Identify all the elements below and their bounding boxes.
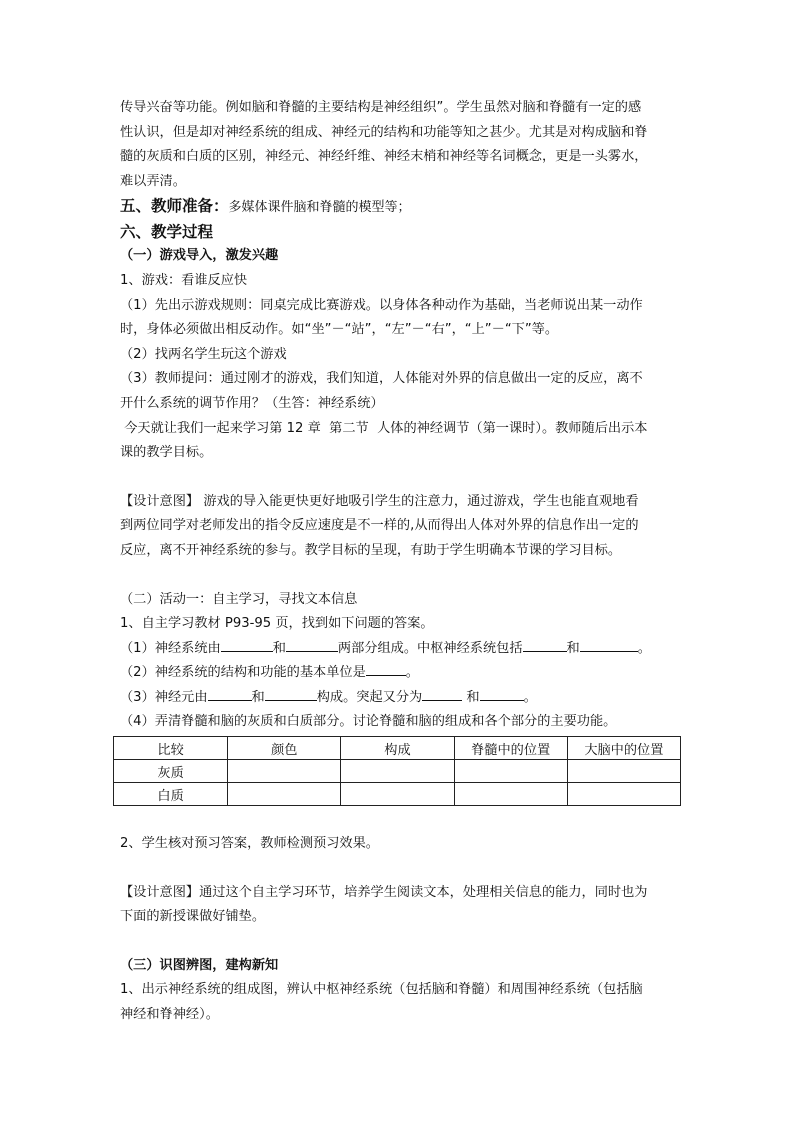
- spacer: [120, 930, 684, 954]
- answer-blank[interactable]: [208, 686, 252, 701]
- question-3-text: 构成。突起又分为: [316, 689, 423, 705]
- table-header-cell: 比较: [114, 737, 228, 760]
- spacer: [120, 806, 684, 832]
- answer-blank[interactable]: [422, 686, 462, 701]
- part-3-line: 神经和脊神经）。: [120, 1007, 219, 1023]
- spacer: [120, 466, 684, 490]
- section-5-heading: [120, 194, 684, 220]
- part-1-line: （3）教师提问：通过刚才的游戏，我们知道，人体能对外界的信息做出一定的反应，离不: [120, 371, 643, 387]
- table-cell[interactable]: [341, 760, 454, 783]
- part-3-title: （三）识图辨图，建构新知: [120, 957, 279, 973]
- section-5-title: 五、教师准备：: [120, 197, 229, 216]
- table-header-row: [114, 737, 681, 760]
- table-header-cell: 颜色: [228, 737, 341, 760]
- table-cell[interactable]: [567, 760, 680, 783]
- section-5-text: 多媒体课件脑和脊髓的模型等；: [228, 200, 411, 216]
- question-2-text: （2）神经系统的结构和功能的基本单位是: [120, 665, 366, 681]
- table-cell: 灰质: [114, 760, 228, 783]
- table-cell[interactable]: [454, 760, 567, 783]
- intro-line-4: 难以弄清。: [120, 173, 186, 189]
- answer-blank[interactable]: [286, 637, 338, 652]
- answer-blank[interactable]: [265, 686, 317, 701]
- part-2-line-1: 1、自主学习教材 P93-95 页，找到如下问题的答案。: [120, 616, 434, 632]
- answer-blank[interactable]: [523, 637, 567, 652]
- question-3-text: 。: [523, 689, 537, 705]
- question-2: [120, 661, 684, 686]
- question-1-text: （1）神经系统由: [120, 640, 221, 656]
- part-2-line-2: 2、学生核对预习答案，教师检测预习效果。: [120, 836, 379, 852]
- question-4: （4）弄清脊髓和脑的灰质和白质部分。讨论脊髓和脑的组成和各个部分的主要功能。: [120, 714, 617, 730]
- part-1-intent-line: 【设计意图】 游戏的导入能更快更好地吸引学生的注意力，通过游戏，学生也能直观地看: [120, 493, 639, 509]
- table-header-cell: 构成: [341, 737, 454, 760]
- table-cell[interactable]: [228, 760, 341, 783]
- comparison-table: [113, 736, 681, 806]
- table-cell[interactable]: [454, 783, 567, 806]
- answer-blank[interactable]: [480, 686, 524, 701]
- table-header-cell: 大脑中的位置: [567, 737, 680, 760]
- part-1-line: 时，身体必须做出相反动作。如“坐”－“站”，“左”－“右”，“上”－“下”等。: [120, 322, 559, 338]
- intro-line-2: 性认识，但是却对神经系统的组成、神经元的结构和功能等知之甚少。尤其是对构成脑和脊: [120, 124, 648, 140]
- part-1-line: （2）找两名学生玩这个游戏: [120, 346, 287, 362]
- question-1: [120, 637, 684, 662]
- part-2-intent-line: 下面的新授课做好铺垫。: [120, 909, 266, 925]
- spacer: [120, 564, 684, 588]
- part-2-title: （二）活动一：自主学习，寻找文本信息: [120, 591, 358, 607]
- part-1-title: （一）游戏导入，激发兴趣: [120, 248, 279, 264]
- question-3-text: （3）神经元由: [120, 689, 208, 705]
- spacer: [120, 857, 684, 881]
- question-3-text: 和: [462, 689, 480, 705]
- table-header-cell: 脊髓中的位置: [454, 737, 567, 760]
- question-3: [120, 686, 684, 711]
- section-6-heading: 六、教学过程: [120, 223, 214, 242]
- intro-line-3: 髓的灰质和白质的区别，神经元、神经纤维、神经末梢和神经等名词概念，更是一头雾水，: [120, 149, 648, 165]
- question-1-text: 两部分组成。中枢神经系统包括: [337, 640, 523, 656]
- question-3-text: 和: [251, 689, 265, 705]
- part-1-line: 1、游戏：看谁反应快: [120, 272, 248, 288]
- table-cell[interactable]: [567, 783, 680, 806]
- part-3-line: 1、出示神经系统的组成图，辨认中枢神经系统（包括脑和脊髓）和周围神经系统（包括脑: [120, 982, 643, 998]
- part-1-intent-line: 到两位同学对老师发出的指令反应速度是不一样的,从而得出人体对外界的信息作出一定的: [120, 518, 639, 534]
- table-row: [114, 760, 681, 783]
- question-1-text: 和: [566, 640, 580, 656]
- part-1-line: 课的教学目标。: [120, 445, 213, 461]
- table-row: [114, 783, 681, 806]
- part-1-line: 开什么系统的调节作用？（生答：神经系统）: [120, 395, 384, 411]
- table-cell[interactable]: [341, 783, 454, 806]
- answer-blank[interactable]: [366, 661, 406, 676]
- answer-blank[interactable]: [580, 637, 638, 652]
- table-cell: 白质: [114, 783, 228, 806]
- answer-blank[interactable]: [221, 637, 273, 652]
- question-1-text: 。: [637, 640, 651, 656]
- table-cell[interactable]: [228, 783, 341, 806]
- part-1-intent-line: 反应，离不开神经系统的参与。教学目标的呈现，有助于学生明确本节课的学习目标。: [120, 542, 622, 558]
- document-body: [120, 96, 684, 1028]
- intro-line-1: 传导兴奋等功能。例如脑和脊髓的主要结构是神经组织”。学生虽然对脑和脊髓有一定的感: [120, 100, 642, 115]
- question-2-text: 。: [405, 665, 419, 681]
- part-2-intent-line: 【设计意图】通过这个自主学习环节，培养学生阅读文本，处理相关信息的能力，同时也为: [120, 884, 648, 900]
- part-1-line: （1）先出示游戏规则：同桌完成比赛游戏。以身体各种动作为基础，当老师说出某一动作: [120, 297, 643, 313]
- part-1-line: 今天就让我们一起来学习第 12 章 第二节 人体的神经调节（第一课时）。教师随后出示本: [120, 420, 648, 436]
- question-1-text: 和: [272, 640, 286, 656]
